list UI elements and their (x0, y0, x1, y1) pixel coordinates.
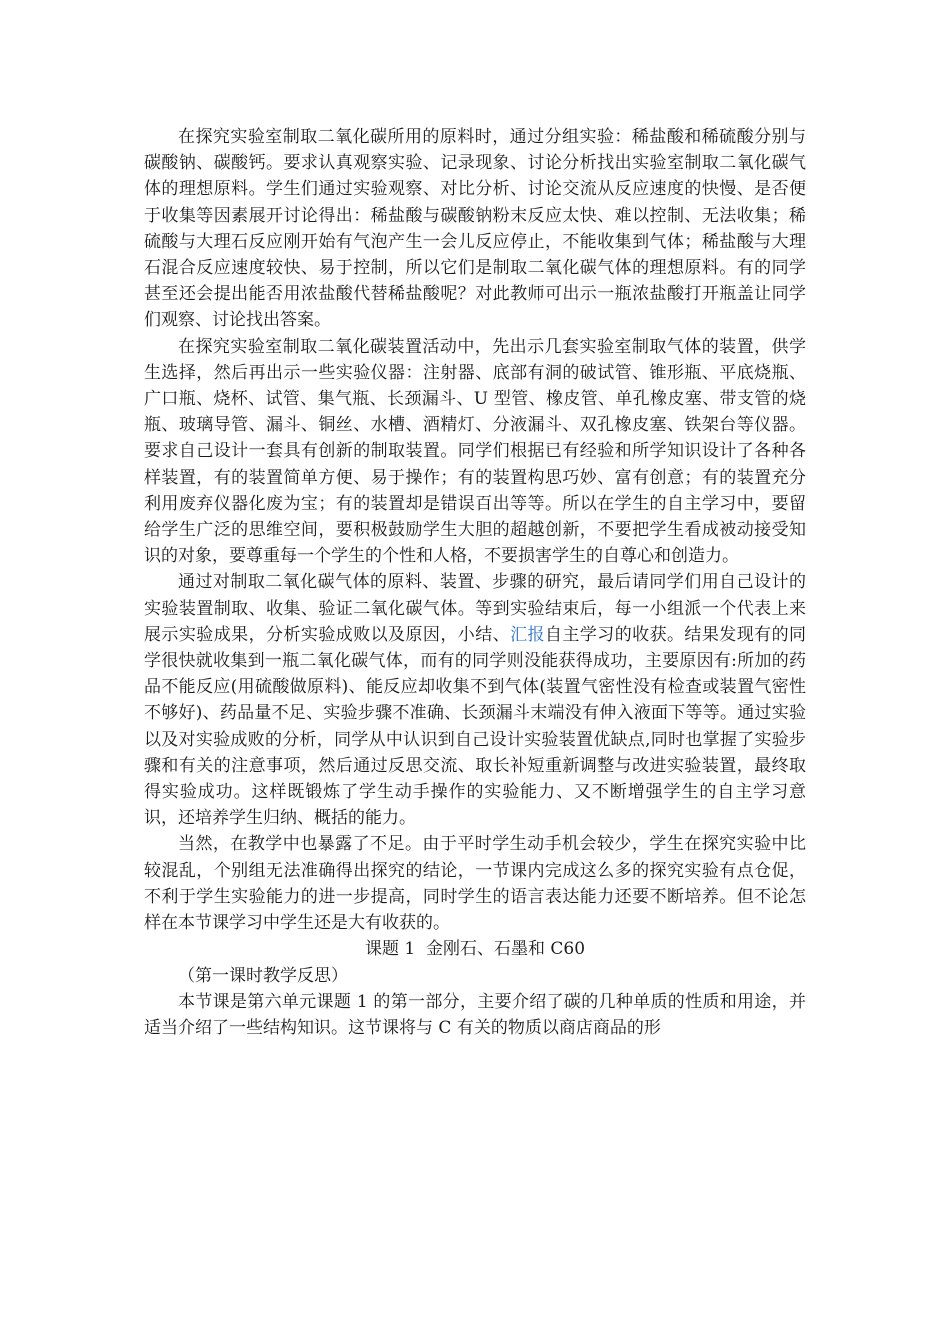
paragraph-raw-materials: 在探究实验室制取二氧化碳所用的原料时，通过分组实验：稀盐酸和稀硫酸分别与碳酸钠、碳酸钙。要求认真观察实验、记录现象、讨论分析找出实验室制取二氧化碳气体的理想原料。学生们通过实验观察、对比分析、讨论交流从反应速度的快慢、是否便于收集等因素展开讨论得出：稀盐酸与碳酸钠粉末反应太快、难以控制、无法收集；稀硫酸与大理石反应刚开始有气泡产生一会儿反应停止，不能收集到气体；稀盐酸与大理石混合反应速度较快、易于控制，所以它们是制取二氧化碳气体的理想原料。有的同学甚至还会提出能否用浓盐酸代替稀盐酸呢？对此教师可出示一瓶浓盐酸打开瓶盖让同学们观察、讨论找出答案。 (144, 127, 806, 331)
section-heading: 课题 1 金刚石、石墨和 C60 (364, 939, 586, 960)
document-page (144, 124, 806, 1041)
paragraph-experiment-results-part1: 通过对制取二氧化碳气体的原料、装置、步骤的研究，最后请同学们用自己设计的实验装置制取、收集、验证二氧化碳气体。等到实验结束后，每一小组派一个代表上来展示实验成果，分析实验成败以及原因，小结、 (144, 572, 806, 645)
report-link[interactable]: 汇报 (510, 624, 545, 645)
paragraph-apparatus: 在探究实验室制取二氧化碳装置活动中，先出示几套实验室制取气体的装置，供学生选择，然后再出示一些实验仪器：注射器、底部有洞的破试管、锥形瓶、平底烧瓶、广口瓶、烧杯、试管、集气瓶、长颈漏斗、U 型管、橡皮管、单孔橡皮塞、带支管的烧瓶、玻璃导管、漏斗、铜丝、水槽、酒精灯、分液漏斗、双孔橡皮塞、铁架台等仪器。要求自己设计一套具有创新的制取装置。同学们根据已有经验和所学知识设计了各种各样装置，有的装置简单方便、易于操作；有的装置构思巧妙、富有创意；有的装置充分利用废弃仪器化废为宝；有的装置却是错误百出等等。所以在学生的自主学习中，要留给学生广泛的思维空间，要积极鼓励学生大胆的超越创新，不要把学生看成被动接受知识的对象，要尊重每一个学生的个性和人格，不要损害学生的自尊心和创造力。 (144, 336, 806, 567)
paragraph-shortcomings: 当然，在教学中也暴露了不足。由于平时学生动手机会较少，学生在探究实验中比较混乱，个别组无法准确得出探究的结论，一节课内完成这么多的探究实验有点仓促，不利于学生实验能力的进一步提高，同时学生的语言表达能力还要不断培养。但不论怎样在本节课学习中学生还是大有收获的。 (144, 834, 806, 934)
paragraph-experiment-results-part2: 自主学习的收获。结果发现有的同学很快就收集到一瓶二氧化碳气体，而有的同学则没能获得成功，主要原因有:所加的药品不能反应(用硫酸做原料)、能反应却收集不到气体(装置气密性没有检查或装置气密性不够好)、药品量不足、实验步骤不准确、长颈漏斗末端没有伸入液面下等等。通过实验以及对实验成败的分析，同学从中认识到自己设计实验装置优缺点,同时也掌握了实验步骤和有关的注意事项，然后通过反思交流、取长补短重新调整与改进实验装置，最终取得实验成功。这样既锻炼了学生动手操作的实验能力、又不断增强学生的自主学习意识，还培养学生归纳、概括的能力。 (144, 624, 807, 829)
paragraph-lesson-intro: 本节课是第六单元课题 1 的第一部分，主要介绍了碳的几种单质的性质和用途，并适当介绍了一些结构知识。这节课将与 C 有关的物质以商店商品的形 (144, 991, 806, 1038)
section-subheading: （第一课时教学反思） (178, 965, 348, 986)
paragraph-experiment-results (144, 569, 806, 831)
